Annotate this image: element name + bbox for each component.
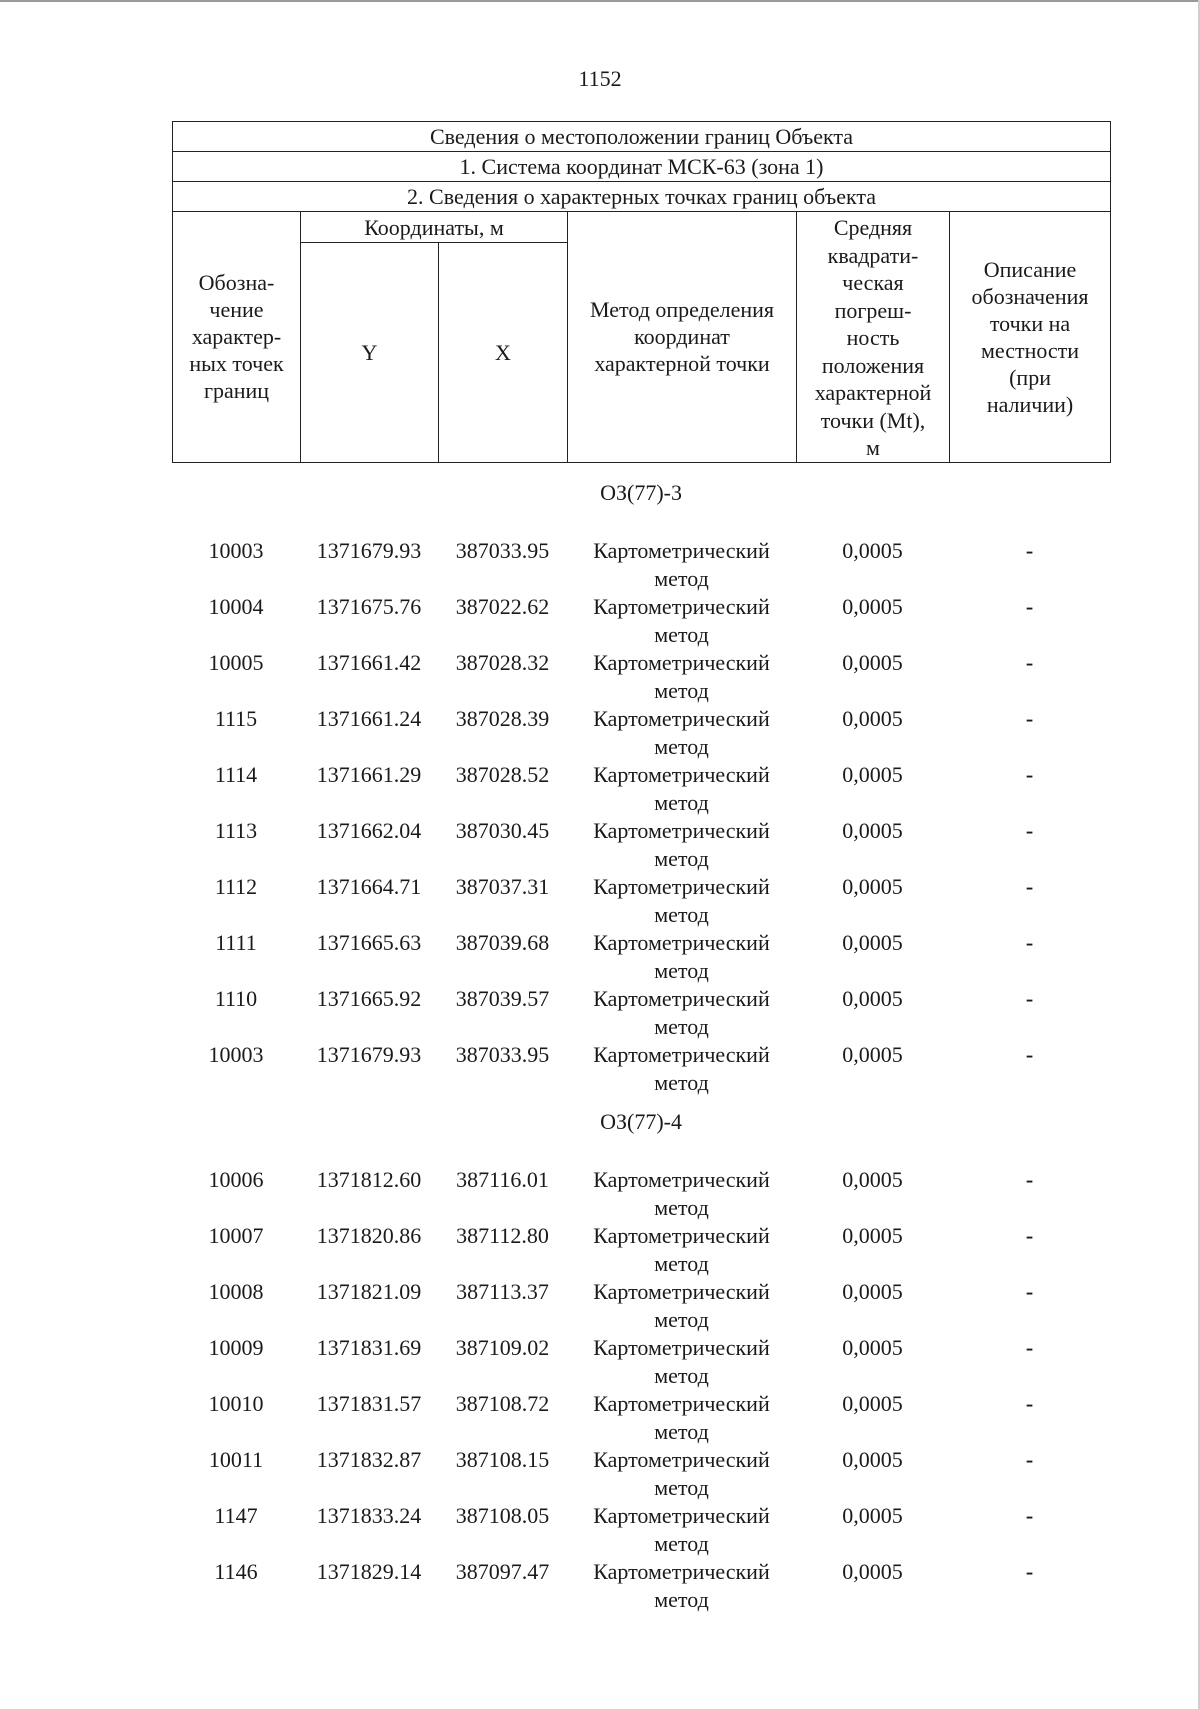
coordinate-y-cell: 1371665.92 bbox=[316, 986, 422, 1011]
header-coordinate-system-row bbox=[173, 152, 1111, 182]
coordinate-x-cell: 387109.02 bbox=[455, 1335, 550, 1360]
coordinate-x-cell: 387030.45 bbox=[455, 818, 550, 843]
description-cell: - bbox=[1025, 538, 1034, 563]
coordinate-y-cell: 1371662.04 bbox=[316, 818, 422, 843]
description-cell: - bbox=[1025, 930, 1034, 955]
method-cell: Картометрический метод bbox=[593, 1447, 770, 1500]
method-cell: Картометрический метод bbox=[593, 1335, 770, 1388]
point-id-cell: 10011 bbox=[208, 1447, 264, 1472]
coordinate-y-cell: 1371679.93 bbox=[316, 1042, 422, 1067]
method-cell: Картометрический метод bbox=[593, 706, 770, 759]
method-cell: Картометрический метод bbox=[593, 1391, 770, 1444]
table-row bbox=[172, 1041, 1110, 1097]
coordinate-x-cell: 387039.57 bbox=[455, 986, 550, 1011]
column-accuracy: Средняя квадрати- ческая погреш- ность положения характерной точки (Mt), м bbox=[797, 212, 950, 463]
table-row bbox=[172, 649, 1110, 705]
description-cell: - bbox=[1025, 1223, 1034, 1248]
column-x: X bbox=[439, 243, 568, 462]
point-id-cell: 1113 bbox=[214, 818, 258, 843]
coordinate-x-cell: 387108.72 bbox=[455, 1391, 550, 1416]
method-cell: Картометрический метод bbox=[593, 1503, 770, 1556]
point-id-cell: 1115 bbox=[214, 706, 258, 731]
method-cell: Картометрический метод bbox=[593, 1223, 770, 1276]
point-id-cell: 10007 bbox=[208, 1223, 264, 1248]
section-name: ОЗ(77)-4 bbox=[600, 1109, 682, 1134]
coordinate-x-cell: 387108.15 bbox=[455, 1447, 550, 1472]
coordinate-x-cell: 387028.39 bbox=[455, 706, 550, 731]
column-coordinates: Координаты, м bbox=[301, 212, 568, 243]
point-id-cell: 10003 bbox=[208, 1042, 264, 1067]
accuracy-cell: 0,0005 bbox=[842, 1335, 903, 1360]
coordinate-y-cell: 1371665.63 bbox=[316, 930, 422, 955]
point-id-cell: 10005 bbox=[208, 650, 264, 675]
point-id-cell: 10003 bbox=[208, 538, 264, 563]
page-number: 1152 bbox=[578, 66, 622, 91]
method-cell: Картометрический метод bbox=[593, 1559, 770, 1612]
point-id-cell: 1147 bbox=[214, 1503, 258, 1528]
coordinate-y-cell: 1371833.24 bbox=[316, 1503, 422, 1528]
coordinate-y-cell: 1371831.57 bbox=[316, 1391, 422, 1416]
coordinate-x-cell: 387116.01 bbox=[456, 1167, 549, 1192]
coordinate-y-cell: 1371661.42 bbox=[316, 650, 422, 675]
table-row bbox=[172, 1502, 1110, 1558]
accuracy-cell: 0,0005 bbox=[842, 1223, 903, 1248]
coordinate-y-cell: 1371661.29 bbox=[316, 762, 422, 787]
point-id-cell: 10008 bbox=[208, 1279, 264, 1304]
header-table bbox=[172, 121, 1111, 463]
accuracy-cell: 0,0005 bbox=[842, 762, 903, 787]
method-cell: Картометрический метод bbox=[593, 874, 770, 927]
accuracy-cell: 0,0005 bbox=[842, 930, 903, 955]
description-cell: - bbox=[1025, 1279, 1034, 1304]
method-cell: Картометрический метод bbox=[593, 650, 770, 703]
coordinate-x-cell: 387033.95 bbox=[455, 538, 550, 563]
table-row bbox=[172, 761, 1110, 817]
accuracy-cell: 0,0005 bbox=[842, 1447, 903, 1472]
section-row bbox=[172, 1097, 1110, 1166]
method-cell: Картометрический метод bbox=[593, 818, 770, 871]
coordinate-x-cell: 387022.62 bbox=[455, 594, 550, 619]
coordinate-x-cell: 387033.95 bbox=[455, 1042, 550, 1067]
description-cell: - bbox=[1025, 1559, 1034, 1584]
scan-edge-top bbox=[0, 0, 1200, 2]
accuracy-cell: 0,0005 bbox=[842, 1279, 903, 1304]
table-row bbox=[172, 1390, 1110, 1446]
accuracy-cell: 0,0005 bbox=[842, 1391, 903, 1416]
description-cell: - bbox=[1025, 1042, 1034, 1067]
accuracy-cell: 0,0005 bbox=[842, 1503, 903, 1528]
coordinate-y-cell: 1371675.76 bbox=[316, 594, 422, 619]
description-cell: - bbox=[1025, 818, 1034, 843]
coordinate-y-cell: 1371831.69 bbox=[316, 1335, 422, 1360]
description-cell: - bbox=[1025, 706, 1034, 731]
table-row bbox=[172, 537, 1110, 593]
column-header-row-1 bbox=[173, 212, 1111, 243]
method-cell: Картометрический метод bbox=[593, 1279, 770, 1332]
points-table bbox=[172, 468, 1110, 1614]
accuracy-cell: 0,0005 bbox=[842, 986, 903, 1011]
description-cell: - bbox=[1025, 1391, 1034, 1416]
point-id-cell: 10010 bbox=[208, 1391, 264, 1416]
coordinate-y-cell: 1371679.93 bbox=[316, 538, 422, 563]
method-cell: Картометрический метод bbox=[593, 594, 770, 647]
coordinate-y-cell: 1371820.86 bbox=[316, 1223, 422, 1248]
method-cell: Картометрический метод bbox=[593, 930, 770, 983]
coordinate-x-cell: 387113.37 bbox=[456, 1279, 549, 1304]
accuracy-cell: 0,0005 bbox=[842, 538, 903, 563]
accuracy-cell: 0,0005 bbox=[842, 1167, 903, 1192]
point-id-cell: 10006 bbox=[208, 1167, 264, 1192]
section-name: ОЗ(77)-3 bbox=[600, 480, 682, 505]
method-cell: Картометрический метод bbox=[593, 538, 770, 591]
table-row bbox=[172, 1222, 1110, 1278]
point-id-cell: 1110 bbox=[214, 986, 258, 1011]
coordinate-y-cell: 1371812.60 bbox=[316, 1167, 422, 1192]
table-row bbox=[172, 705, 1110, 761]
coordinate-x-cell: 387039.68 bbox=[455, 930, 550, 955]
coordinate-y-cell: 1371829.14 bbox=[316, 1559, 422, 1584]
table-row bbox=[172, 985, 1110, 1041]
table-row bbox=[172, 593, 1110, 649]
coordinate-x-cell: 387097.47 bbox=[455, 1559, 550, 1584]
description-cell: - bbox=[1025, 874, 1034, 899]
description-cell: - bbox=[1025, 594, 1034, 619]
description-cell: - bbox=[1025, 1335, 1034, 1360]
point-id-cell: 1114 bbox=[214, 762, 258, 787]
table-row bbox=[172, 873, 1110, 929]
point-id-cell: 10009 bbox=[208, 1335, 264, 1360]
table-row bbox=[172, 929, 1110, 985]
points-body bbox=[172, 468, 1110, 1614]
accuracy-cell: 0,0005 bbox=[842, 594, 903, 619]
method-cell: Картометрический метод bbox=[593, 1042, 770, 1095]
coordinate-x-cell: 387112.80 bbox=[456, 1223, 549, 1248]
coordinate-y-cell: 1371832.87 bbox=[316, 1447, 422, 1472]
point-id-cell: 1111 bbox=[215, 930, 257, 955]
accuracy-cell: 0,0005 bbox=[842, 818, 903, 843]
table-row bbox=[172, 817, 1110, 873]
header-title-row bbox=[173, 122, 1111, 152]
column-method: Метод определения координат характерной точки bbox=[568, 212, 797, 463]
description-cell: - bbox=[1025, 1503, 1034, 1528]
column-y: Y bbox=[301, 243, 439, 462]
table-row bbox=[172, 1166, 1110, 1222]
description-cell: - bbox=[1025, 986, 1034, 1011]
header-title: Сведения о местоположении границ Объекта bbox=[173, 122, 1111, 152]
method-cell: Картометрический метод bbox=[593, 1167, 770, 1220]
accuracy-cell: 0,0005 bbox=[842, 650, 903, 675]
accuracy-cell: 0,0005 bbox=[842, 874, 903, 899]
point-id-cell: 1146 bbox=[214, 1559, 258, 1584]
coordinate-x-cell: 387108.05 bbox=[455, 1503, 550, 1528]
table-row bbox=[172, 1334, 1110, 1390]
column-designation: Обозна- чение характер- ных точек границ bbox=[173, 212, 301, 463]
method-cell: Картометрический метод bbox=[593, 986, 770, 1039]
accuracy-cell: 0,0005 bbox=[842, 1042, 903, 1067]
coordinate-y-cell: 1371821.09 bbox=[316, 1279, 422, 1304]
coordinate-y-cell: 1371664.71 bbox=[316, 874, 422, 899]
section-row bbox=[172, 468, 1110, 537]
description-cell: - bbox=[1025, 1447, 1034, 1472]
point-id-cell: 10004 bbox=[208, 594, 264, 619]
coordinate-y-cell: 1371661.24 bbox=[316, 706, 422, 731]
description-cell: - bbox=[1025, 650, 1034, 675]
coordinate-x-cell: 387028.52 bbox=[455, 762, 550, 787]
header-coordinate-system: 1. Система координат МСК-63 (зона 1) bbox=[173, 152, 1111, 182]
accuracy-cell: 0,0005 bbox=[842, 1559, 903, 1584]
method-cell: Картометрический метод bbox=[593, 762, 770, 815]
accuracy-cell: 0,0005 bbox=[842, 706, 903, 731]
table-row bbox=[172, 1446, 1110, 1502]
header-points-section-row bbox=[173, 182, 1111, 212]
coordinate-x-cell: 387028.32 bbox=[455, 650, 550, 675]
header-points-section: 2. Сведения о характерных точках границ объекта bbox=[173, 182, 1111, 212]
point-id-cell: 1112 bbox=[214, 874, 258, 899]
table-row bbox=[172, 1558, 1110, 1614]
column-description: Описание обозначения точки на местности (при наличии) bbox=[950, 212, 1111, 463]
description-cell: - bbox=[1025, 762, 1034, 787]
description-cell: - bbox=[1025, 1167, 1034, 1192]
coordinate-x-cell: 387037.31 bbox=[455, 874, 550, 899]
table-row bbox=[172, 1278, 1110, 1334]
